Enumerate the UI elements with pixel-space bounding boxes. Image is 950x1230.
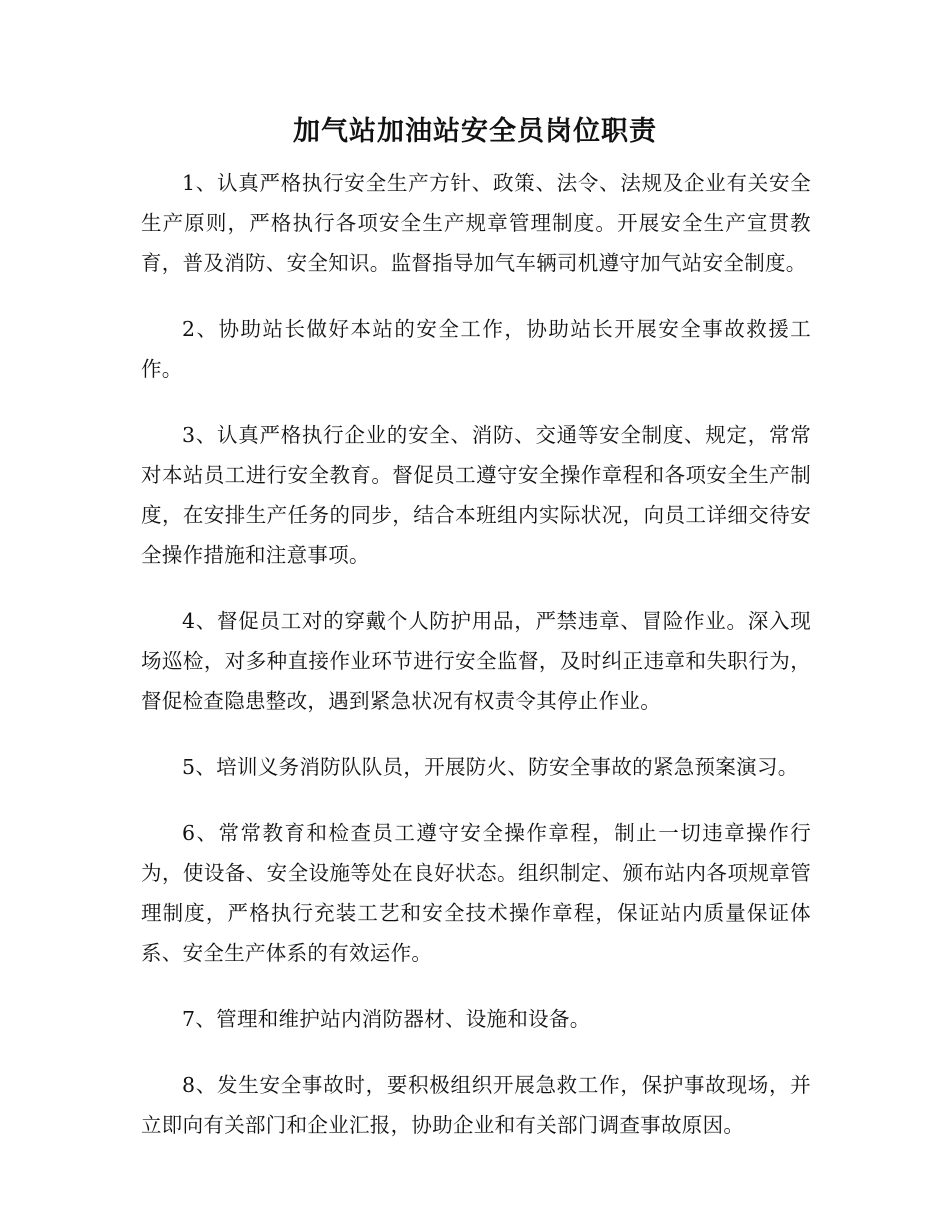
paragraph-1: 1、认真严格执行安全生产方针、政策、法令、法规及企业有关安全生产原则，严格执行各项安全生产规章管理制度。开展安全生产宣贯教育，普及消防、安全知识。监督指导加气车辆司机遵守加气站安全制度。 bbox=[141, 171, 811, 275]
paragraph-5: 5、培训义务消防队队员，开展防火、防安全事故的紧急预案演习。 bbox=[182, 755, 799, 779]
paragraph-6: 6、常常教育和检查员工遵守安全操作章程，制止一切违章操作行为，使设备、安全设施等处在良好状态。组织制定、颁布站内各项规章管理制度，严格执行充装工艺和安全技术操作章程，保证站内质量保证体系、安全生产体系的有效运作。 bbox=[141, 821, 811, 965]
paragraph-2: 2、协助站长做好本站的安全工作，协助站长开展安全事故救援工作。 bbox=[141, 317, 811, 381]
document-title: 加气站加油站安全员岗位职责 bbox=[293, 116, 657, 147]
paragraph-4: 4、督促员工对的穿戴个人防护用品，严禁违章、冒险作业。深入现场巡检，对多种直接作业环节进行安全监督，及时纠正违章和失职行为，督促检查隐患整改，遇到紧急状况有权责令其停止作业。 bbox=[141, 609, 811, 713]
paragraph-8: 8、发生安全事故时，要积极组织开展急救工作，保护事故现场，并立即向有关部门和企业汇报，协助企业和有关部门调查事故原因。 bbox=[141, 1073, 811, 1137]
document-body bbox=[141, 163, 811, 1171]
paragraph-7: 7、管理和维护站内消防器材、设施和设备。 bbox=[182, 1007, 591, 1031]
paragraph-3: 3、认真严格执行企业的安全、消防、交通等安全制度、规定，常常对本站员工进行安全教育。督促员工遵守安全操作章程和各项安全生产制度，在安排生产任务的同步，结合本班组内实际状况，向员工详细交待安全操作措施和注意事项。 bbox=[141, 423, 811, 567]
